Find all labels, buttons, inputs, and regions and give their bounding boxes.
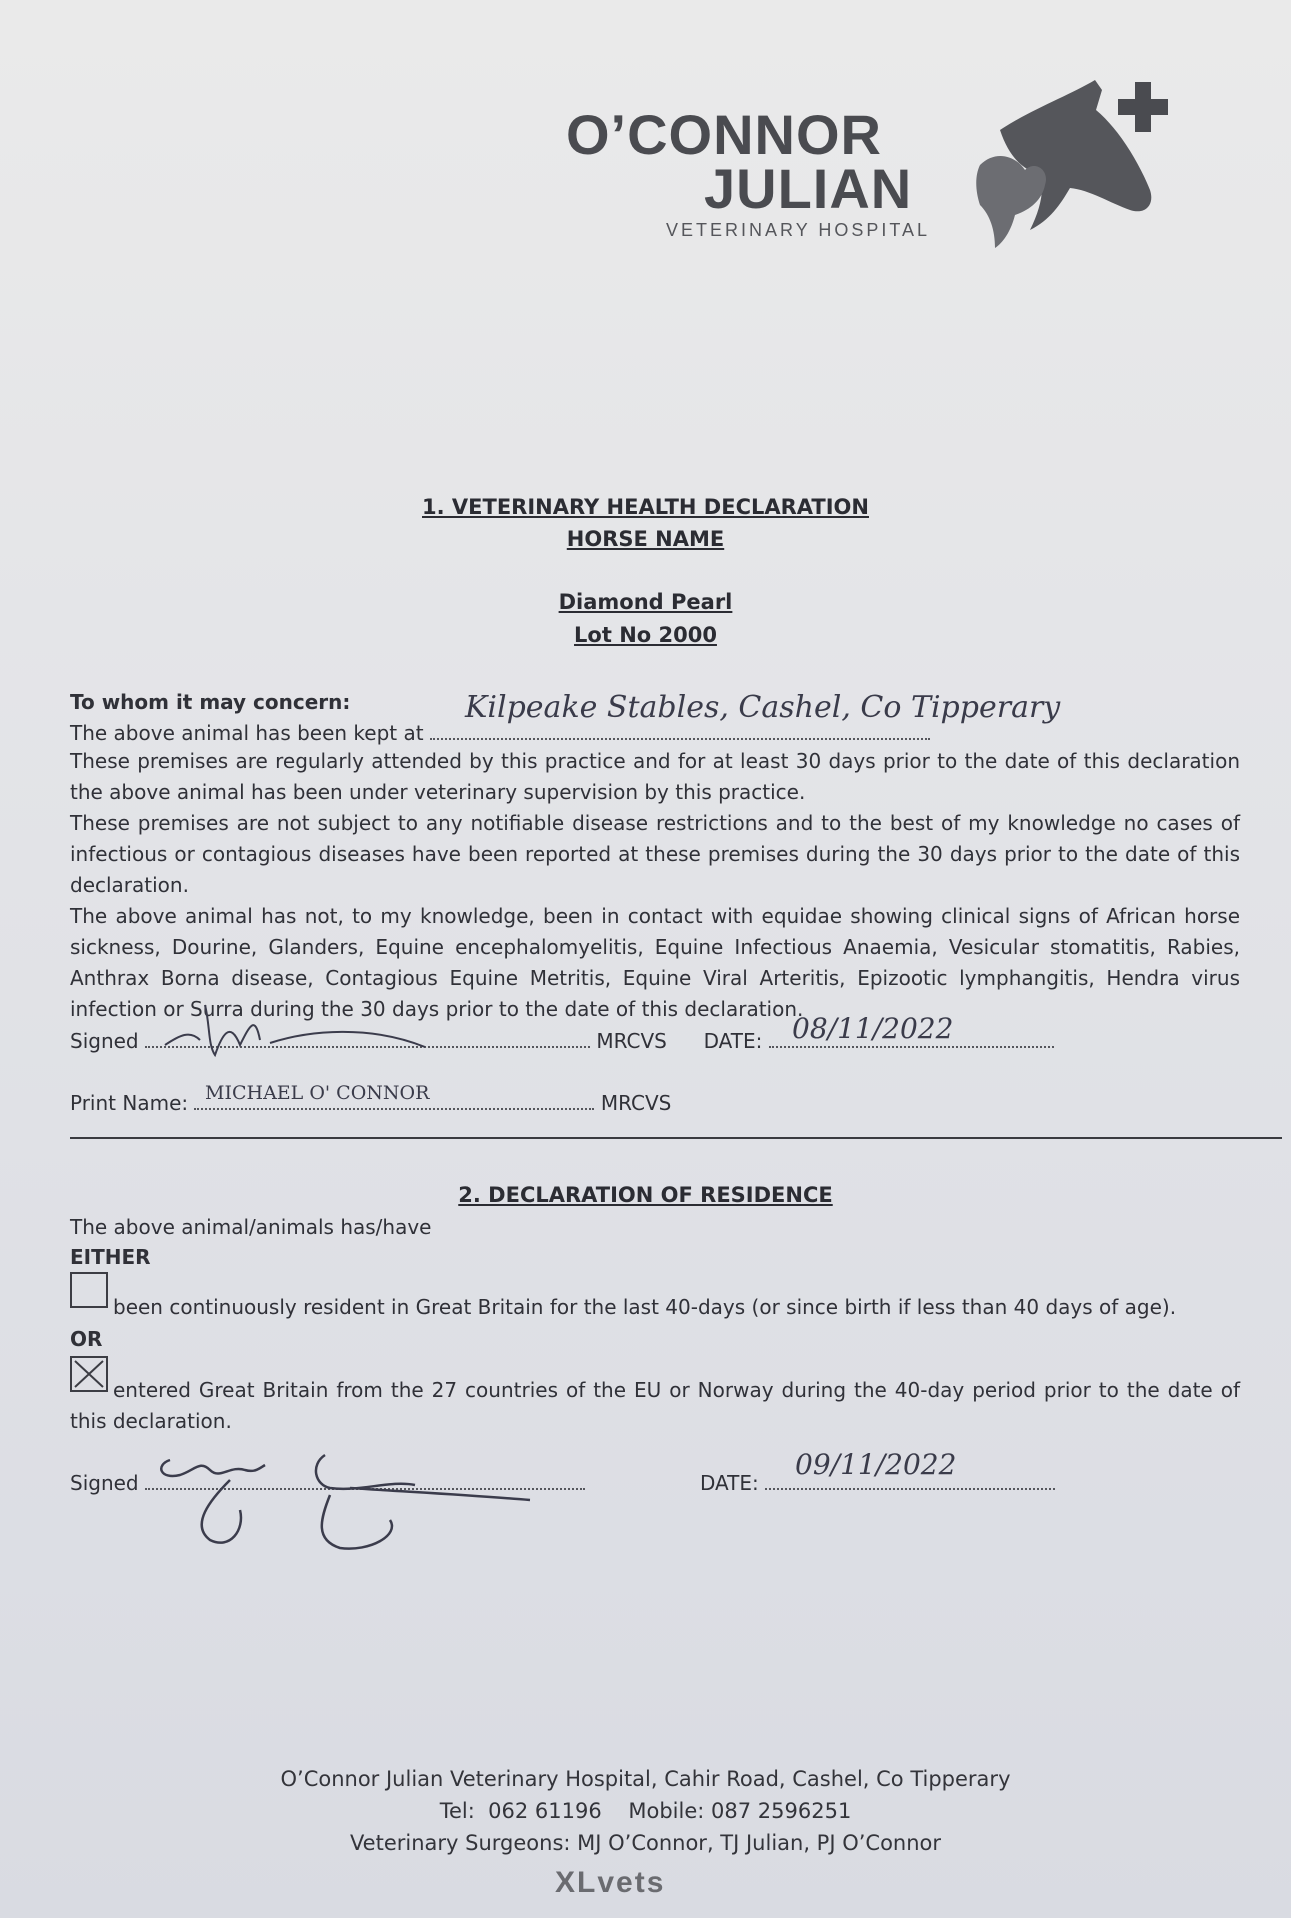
print-name-handwriting: MICHAEL O' CONNOR	[205, 1082, 430, 1104]
signed-label-1: Signed	[70, 1029, 139, 1053]
footer-surgeons: Veterinary Surgeons: MJ O’Connor, TJ Julian, PJ O’Connor	[349, 1831, 942, 1855]
signature-2	[150, 1440, 550, 1560]
logo-line-2: JULIAN	[704, 157, 913, 220]
date-label-1: DATE:	[703, 1029, 763, 1053]
horse-name: Diamond Pearl	[558, 590, 733, 614]
horse-dog-cross-icon	[970, 70, 1210, 260]
print-name-label: Print Name:	[70, 1091, 189, 1115]
footer-address: O’Connor Julian Veterinary Hospital, Cahir Road, Cashel, Co Tipperary	[280, 1767, 1011, 1791]
kept-at-prefix: The above animal has been kept at	[70, 721, 424, 745]
kept-at-handwriting: Kilpeake Stables, Cashel, Co Tipperary	[465, 690, 1061, 725]
lot-number: Lot No 2000	[574, 623, 717, 647]
logo-line-3: VETERINARY HOSPITAL	[666, 220, 931, 240]
option1-text: been continuously resident in Great Britain for the last 40-days (or since birth if less than 40 days of age).	[113, 1295, 1177, 1319]
para-supervision: These premises are regularly attended by this practice and for at least 30 days prior to the date of this declaration the above animal has been under veterinary supervision by this practice.	[70, 749, 1240, 804]
xlvets-logo: XLvets	[555, 1866, 666, 1899]
mrcvs-label-2: MRCVS	[600, 1091, 672, 1115]
section2-title: 2. DECLARATION OF RESIDENCE	[458, 1183, 833, 1207]
salutation: To whom it may concern:	[70, 690, 351, 714]
signature-1	[160, 985, 480, 1065]
either-label: EITHER	[70, 1245, 151, 1269]
residence-intro: The above animal/animals has/have	[70, 1215, 432, 1239]
para-diseases: The above animal has not, to my knowledge, been in contact with equidae showing clinical signs of African horse sickness, Dourine, Glanders, Equine encephalomyelitis, Equine Infectious Anaemia, Vesicular stomatitis, Rabies, Anthrax Borna disease, Contagious Equine Metritis, Equine Viral Arteritis, Epizootic lymphangitis, Hendra virus infection or Surra during the 30 days prior to the date of this declaration.	[70, 904, 1240, 1021]
section1-title: 1. VETERINARY HEALTH DECLARATION	[422, 495, 869, 519]
or-label: OR	[70, 1327, 103, 1351]
logo-line-1: O’CONNOR	[566, 103, 882, 166]
section-divider	[70, 1137, 1282, 1139]
para-restrictions: These premises are not subject to any notifiable disease restrictions and to the best of my knowledge no cases of infectious or contagious diseases have been reported at these premises during the 30 days prior to the date of this declaration.	[70, 811, 1240, 897]
mrcvs-label-1: MRCVS	[596, 1029, 667, 1053]
date-handwriting-1: 08/11/2022	[792, 1012, 954, 1045]
section1-subtitle: HORSE NAME	[566, 527, 725, 551]
option2-text: entered Great Britain from the 27 countries of the EU or Norway during the 40-day period prior to the date of this declaration.	[70, 1378, 1240, 1433]
option1-checkbox[interactable]	[70, 1272, 108, 1308]
hospital-logo	[560, 70, 1200, 270]
footer-phone: Tel: 062 61196 Mobile: 087 2596251	[439, 1799, 852, 1823]
date-label-2: DATE:	[700, 1471, 759, 1495]
signed-label-2: Signed	[70, 1471, 139, 1495]
date-handwriting-2: 09/11/2022	[795, 1448, 957, 1481]
